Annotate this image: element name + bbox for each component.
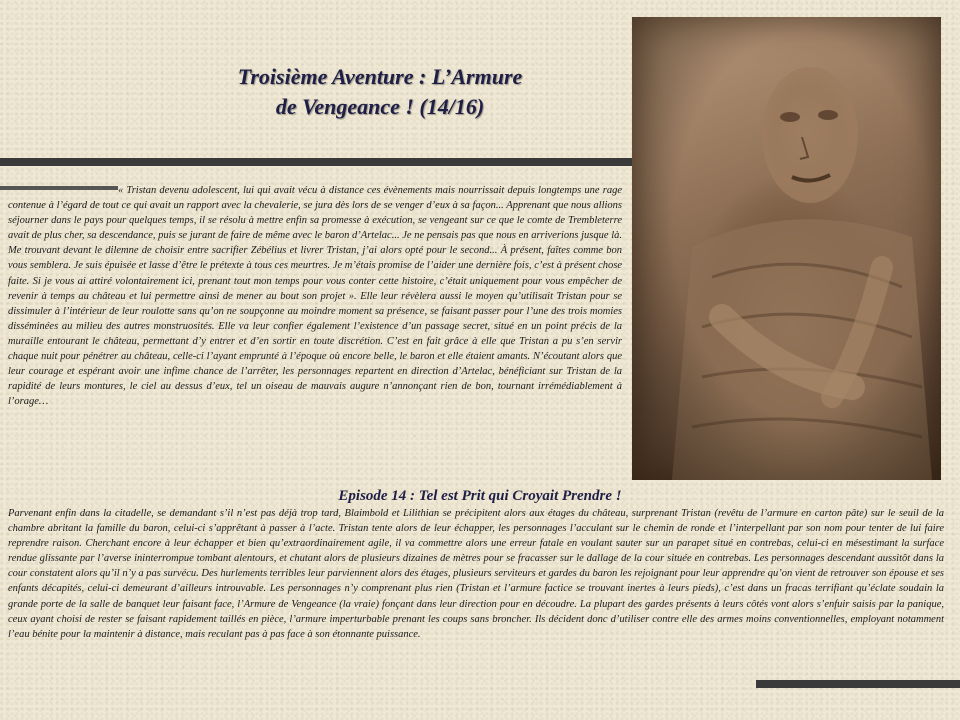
story-text: « Tristan devenu adolescent, lui qui avait vécu à distance ces évènements mais nourrissait depuis longtemps une rage contenue à l’égard de tout ce qui avait un rapport avec la chevalerie, se jura dès lors de se venger d’eux à sa façon... Apprenant que nous allions séjourner dans le pays pour quelques temps, il se résolu à mettre enfin sa promesse à exécution, se vengeant sur ce que le comte de Trembleterre avait de plus cher, sa descendance, puis se jurant de faire de même avec le baron d’Artelac... Je ne pensais pas que nous en arriverions jusque là. Me trouvant devant le dilemne de choisir entre sacrifier Zébélius et livrer Tristan, j’ai alors opté pour le second... À présent, faîtes comme bon vous semblera. Je suis épuisée et lasse d’être le prétexte à tous ces meurtres. Je m’étais promise de l’aider une dernière fois, c’est à présent chose faite. Si je vous ai attiré volontairement ici, prenant tout mon temps pour vous conter cette histoire, c’était uniquement pour vous empêcher de revenir à temps au château et lui permettre ainsi de mener au bout son projet ». Elle leur révèlera aussi le moyen qu’utilisait Tristan pour se dissimuler à l’intérieur de leur roulotte sans qu’on ne soupçonne au moindre moment sa présence, se faisant passer pour l’une des trois momies disséminées au milieu des autres monstruosités. Elle va leur confier également l’existence d’un passage secret, situé en un point précis de la muraille entourant le château, permettant d’y entrer et d’en sortir en toute discrétion. C’est en fait grâce à elle que Tristan a pu s’en servir chaque nuit pour pénétrer au château, celle-ci l’ayant emprunté à l’époque où encore belle, le baron et elle étaient amants. N’écoutant alors que leur courage et espérant avoir une infime chance de l’arrêter, les personnages repartent en direction d’Artelac, bénéficiant sur Tristan de la rapidité de leurs montures, le ciel au dessus d’eux, tel un oiseau de mauvais augure n’annonçant rien de bon, tournant irrémédiablement à l’orage… bbox=[8, 185, 622, 408]
page-title-line2: de Vengeance ! (14/16) bbox=[275, 94, 485, 119]
divider-bar-bottom bbox=[756, 680, 960, 688]
page-title-line1: Troisième Aventure : L’Armure bbox=[237, 64, 523, 89]
mummy-illustration bbox=[632, 17, 941, 480]
episode-title: Episode 14 : Tel est Prit qui Croyait Prendre ! bbox=[338, 488, 622, 504]
divider-bar-top bbox=[0, 158, 634, 166]
mummy-photo bbox=[632, 17, 941, 480]
episode-body: Parvenant enfin dans la citadelle, se demandant s’il n’est pas déjà trop tard, Blaimbold et Lilithian se précipitent alors aux étages du château, surprenant Tristan (revêtu de l’armure en carton pâte) sur le seuil de la chambre abritant la famille du baron, celui-ci s’apprêtant à passer à l’acte. Tristan tente alors de leur échapper, les personnages l’acculant sur le chemin de ronde et l’interpellant par son nom pour tenter de lui faire reprendre raison. Cherchant encore à leur échapper et bien qu’extraordinairement agile, il va commettre alors une erreur fatale en voulant sauter sur un parapet situé en contrebas, celui-ci en mésestimant la surface rendue glissante par l’averse ininterrompue tombant alentours, et chutant alors de plusieurs dizaines de mètres pour se fracasser sur le dallage de la cour située en contrebas. Les personnages descendant aussitôt dans la cour constatent alors qu’il n’y a pas survécu. Des hurlements terribles leur parviennent alors des étages, plusieurs serviteurs et gardes du baron les rejoignant pour leur apprendre qu’on vient de retrouver son épouse et ses enfants décapités, celui-ci demeurant d’ailleurs introuvable. Les personnages n’y comprenant plus rien (Tristan et l’armure factice se trouvant inertes à leurs pieds), c’est dans un fracas terrifiant qu’éclate soudain la grande porte de la salle de banquet leur faisant face, l’Armure de Vengeance (la vraie) fonçant dans leur direction pour en découdre. La plupart des gardes présents à leurs côtés vont alors s’enfuir saisis par la panique, ceux ayant choisi de rester se faisant rapidement taillés en pièce, l’armure imperturbable prenant les coups sans broncher. Ils décident donc d’utiliser contre elle des armes moins conventionnelles, employant notamment l’eau bénite pour la maintenir à distance, mais reculant pas à pas face à son étonnante puissance. bbox=[8, 508, 944, 640]
page-title bbox=[170, 62, 590, 122]
